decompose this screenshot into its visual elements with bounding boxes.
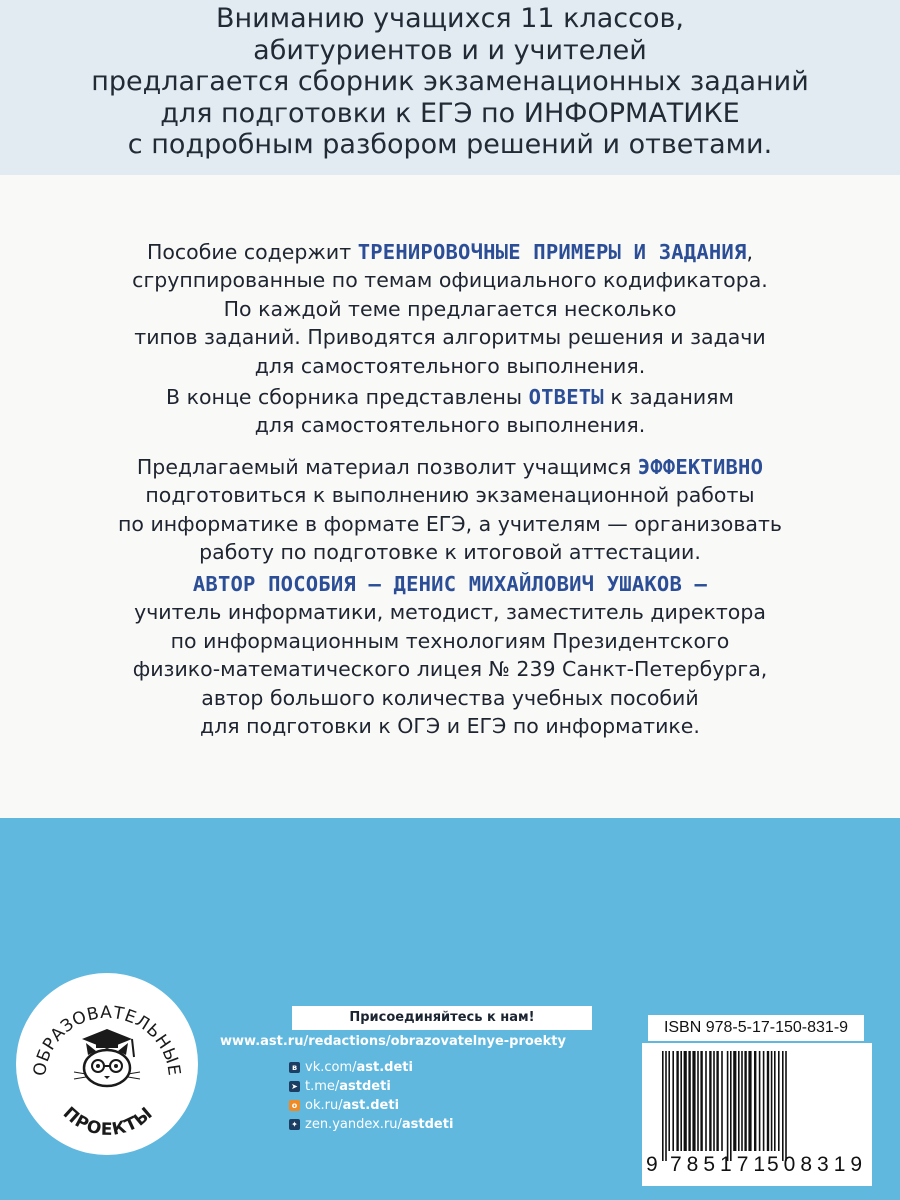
barcode-bar xyxy=(684,1051,687,1151)
zen-icon: ✦ xyxy=(289,1119,300,1130)
link-handle: astdeti xyxy=(401,1117,454,1132)
website-link[interactable]: www.ast.ru/redactions/obrazovatelnye-proekty xyxy=(220,1034,566,1049)
announcement-line: Вниманию учащихся 11 классов, xyxy=(215,3,684,34)
social-link-telegram[interactable] xyxy=(289,1077,453,1096)
barcode-bar xyxy=(668,1051,670,1151)
barcode-bar xyxy=(716,1051,718,1151)
text-line: работу по подготовке к итоговой аттестации. xyxy=(199,540,701,565)
accent-text: ТРЕНИРОВОЧНЫЕ ПРИМЕРЫ И ЗАДАНИЯ xyxy=(357,240,747,264)
barcode-bar xyxy=(697,1051,699,1151)
barcode-bar xyxy=(748,1051,751,1151)
text-line: подготовиться к выполнению экзаменационной работы xyxy=(145,483,755,508)
text-span: , xyxy=(746,240,754,264)
text-line xyxy=(0,238,900,266)
barcode-bar xyxy=(705,1051,707,1151)
barcode-bar xyxy=(662,1051,664,1161)
social-link-zen[interactable] xyxy=(289,1115,453,1134)
paragraph-effective xyxy=(0,453,900,567)
barcode-bar xyxy=(733,1051,736,1151)
barcode-left-digits: 785171 xyxy=(670,1153,771,1176)
barcode-bar xyxy=(692,1051,695,1151)
text-line xyxy=(0,383,900,411)
announcement-line: с подробным разбором решений и ответами. xyxy=(127,129,773,160)
join-us-label: Присоединяйтесь к нам! xyxy=(292,1006,592,1030)
text-line: по информационным технологиям Президентского xyxy=(170,628,730,653)
accent-text: АВТОР ПОСОБИЯ — ДЕНИС МИХАЙЛОВИЧ УШАКОВ — xyxy=(192,572,708,596)
announcement-line: для подготовки к ЕГЭ по ИНФОРМАТИКЕ xyxy=(160,97,740,129)
barcode-bar xyxy=(741,1051,743,1151)
text-line xyxy=(0,570,900,598)
barcode-bar xyxy=(778,1051,780,1151)
telegram-icon: ➤ xyxy=(289,1081,300,1092)
barcode-bar xyxy=(744,1051,746,1151)
badge-logo-art xyxy=(16,973,198,1155)
barcode-bar xyxy=(754,1051,756,1151)
social-link-ok[interactable] xyxy=(289,1096,453,1115)
text-line: для самостоятельного выполнения. xyxy=(254,413,646,438)
barcode-bar xyxy=(759,1051,761,1151)
barcode-bar xyxy=(688,1051,690,1151)
badge-arc-text: ОБРАЗОВАТЕЛЬНЫЕ xyxy=(29,1002,185,1078)
text-line: физико-математического лицея № 239 Санкт-Петербурга, xyxy=(132,657,768,682)
educational-projects-badge xyxy=(16,973,198,1155)
text-line xyxy=(0,453,900,481)
barcode-bar xyxy=(774,1051,776,1151)
barcode-bar xyxy=(771,1051,773,1151)
text-span: В конце сборника представлены xyxy=(166,385,529,409)
link-prefix: ok.ru/ xyxy=(305,1098,343,1113)
text-line: типов заданий. Приводятся алгоритмы решения и задачи xyxy=(134,325,766,350)
accent-text: ЭФФЕКТИВНО xyxy=(637,455,764,479)
text-line: автор большого количества учебных пособий xyxy=(201,685,699,710)
barcode-bar xyxy=(767,1051,769,1151)
top-announcement-band xyxy=(0,0,900,175)
barcode-bar xyxy=(700,1051,702,1151)
link-handle: ast.deti xyxy=(356,1060,413,1075)
text-line: сгруппированные по темам официального кодификатора. xyxy=(132,268,768,293)
barcode-bar xyxy=(738,1051,740,1151)
barcode-bar xyxy=(730,1051,732,1161)
badge-bottom-text: ПРОЕКТЫ xyxy=(58,1103,158,1140)
description-panel xyxy=(0,175,900,818)
text-line: по информатике в формате ЕГЭ, а учителям — организовать xyxy=(117,511,782,536)
text-span: к заданиям xyxy=(603,385,734,409)
barcode-first-digit: 9 xyxy=(646,1153,658,1176)
paragraph-author xyxy=(0,570,900,740)
barcode-bar xyxy=(727,1051,729,1161)
text-line: По каждой теме предлагается несколько xyxy=(223,296,677,321)
text-span: Пособие содержит xyxy=(146,240,358,264)
svg-text:ПРОЕКТЫ xyxy=(59,1103,157,1140)
link-handle: ast.deti xyxy=(342,1098,400,1113)
text-line: учитель информатики, методист, заместитель директора xyxy=(134,600,766,625)
barcode-bar xyxy=(676,1051,678,1151)
barcode-bar xyxy=(721,1051,723,1151)
vk-icon: в xyxy=(289,1062,300,1073)
announcement-line: предлагается сборник экзаменационных заданий xyxy=(91,66,809,97)
announcement-text xyxy=(0,3,900,161)
social-links-list xyxy=(289,1058,453,1134)
social-link-vk[interactable] xyxy=(289,1058,453,1077)
link-handle: astdeti xyxy=(339,1079,391,1094)
text-line: для самостоятельного выполнения. xyxy=(254,353,646,378)
barcode-bar xyxy=(763,1051,765,1151)
odnoklassniki-icon: о xyxy=(289,1100,300,1111)
barcode-bar xyxy=(680,1051,682,1151)
link-prefix: zen.yandex.ru/ xyxy=(305,1117,402,1132)
announcement-line: абитуриентов и и учителей xyxy=(253,34,647,66)
link-prefix: vk.com/ xyxy=(305,1060,357,1075)
barcode xyxy=(642,1043,872,1186)
barcode-bar xyxy=(709,1051,711,1151)
accent-text: ОТВЕТЫ xyxy=(528,385,604,409)
barcode-bar xyxy=(672,1051,674,1151)
barcode-bar xyxy=(785,1051,787,1161)
text-span: Предлагаемый материал позволит учащимся xyxy=(136,455,638,479)
barcode-bar xyxy=(665,1051,667,1161)
barcode-bar xyxy=(782,1051,784,1161)
isbn-label: ISBN 978-5-17-150-831-9 xyxy=(648,1015,864,1041)
link-prefix: t.me/ xyxy=(305,1079,340,1094)
text-line: для подготовки к ОГЭ и ЕГЭ по информатике. xyxy=(200,714,700,739)
barcode-right-digits: 508319 xyxy=(767,1153,868,1176)
cat-mascot-icon xyxy=(74,1029,140,1086)
barcode-bar xyxy=(713,1051,715,1151)
paragraph-contents xyxy=(0,238,900,380)
paragraph-answers xyxy=(0,383,900,440)
